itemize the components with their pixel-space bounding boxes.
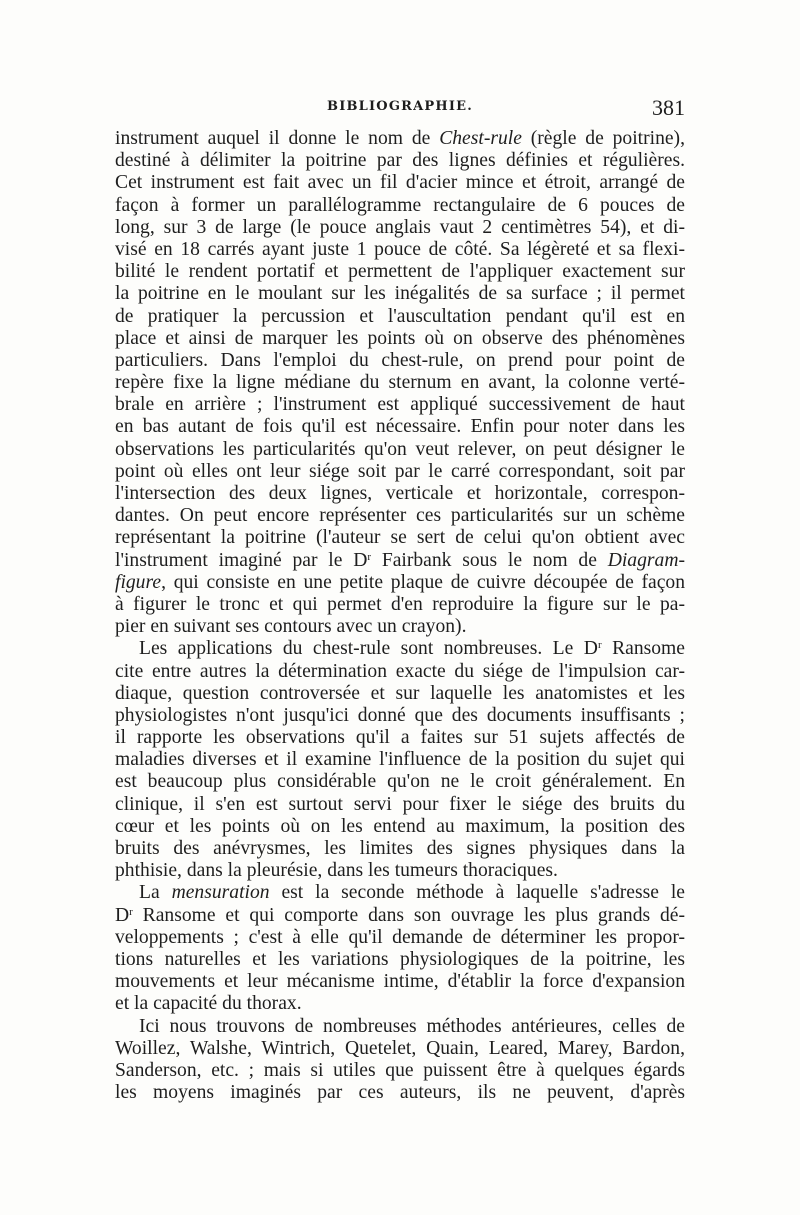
- text-segment: instrument auquel il donne le nom de: [115, 128, 440, 149]
- text-line: [115, 416, 685, 438]
- text-segment: visé en 18 carrés ayant juste 1 pouce de côté. Sa légèreté et sa flexi-: [115, 238, 685, 260]
- text-line: [115, 1060, 685, 1082]
- text-segment: en bas autant de fois qu'il est nécessaire. Enfin pour noter dans les: [115, 416, 685, 438]
- body-text: [115, 128, 685, 1104]
- page-number: 381: [652, 95, 685, 120]
- text-line: [115, 483, 685, 505]
- text-line: [115, 527, 685, 549]
- text-segment: La: [139, 882, 172, 904]
- text-segment: physiologistes n'ont jusqu'ici donné que des documents insuffisants ;: [115, 704, 685, 726]
- text-line: [115, 794, 685, 816]
- text-line: [115, 306, 685, 328]
- text-line: [115, 860, 685, 882]
- text-line: [115, 749, 685, 771]
- text-line: [115, 905, 685, 927]
- text-line: [115, 217, 685, 239]
- text-line: [115, 661, 685, 683]
- text-segment: il rapporte les observations qu'il a faites sur 51 sujets affectés de: [115, 727, 685, 749]
- text-line: [115, 283, 685, 305]
- text-segment: l'intersection des deux lignes, verticale et horizontale, correspon-: [115, 483, 685, 504]
- text-segment: cite entre autres la détermination exacte du siége de l'impulsion car-: [115, 660, 685, 682]
- text-segment: , qui consiste en une petite plaque de cuivre découpée de façon: [161, 571, 685, 593]
- superscript: r: [367, 550, 372, 563]
- text-segment: long, sur 3 de large (le pouce anglais vaut 2 centimètres 54), et di-: [115, 216, 685, 238]
- text-segment: dantes. On peut encore représenter ces particularités sur un schème: [115, 505, 685, 527]
- text-segment: maladies diverses et il examine l'influence de la position du sujet qui: [115, 749, 685, 771]
- text-segment: façon à former un parallélogramme rectangulaire de 6 pouces de: [115, 194, 685, 216]
- text-line: [115, 372, 685, 394]
- text-line: [115, 172, 685, 194]
- text-line: [115, 261, 685, 283]
- text-segment: de pratiquer la percussion et l'auscultation pendant qu'il est en: [115, 305, 685, 327]
- text-segment: Cet instrument est fait avec un fil d'acier mince et étroit, arrangé de: [115, 172, 685, 194]
- text-line: [115, 1038, 685, 1060]
- text-line: [115, 683, 685, 705]
- text-line: [115, 616, 685, 638]
- text-line: [115, 128, 685, 150]
- superscript: r: [129, 905, 133, 918]
- text-line: [115, 439, 685, 461]
- text-segment: diaque, question controversée et sur laquelle les anatomistes et les: [115, 682, 685, 704]
- text-line: [115, 949, 685, 971]
- italic-term: mensuration: [171, 882, 270, 904]
- text-line: [115, 727, 685, 749]
- text-segment: particuliers. Dans l'emploi du chest-rule, on prend pour point de: [115, 349, 685, 371]
- text-segment: veloppements ; c'est à elle qu'il demande de déterminer les propor-: [115, 926, 685, 948]
- text-segment: place et ainsi de marquer les points où on observe des phénomènes: [115, 327, 685, 349]
- text-line: [115, 705, 685, 727]
- text-segment: Les applications du chest-rule sont nombreuses. Le D: [139, 638, 598, 660]
- italic-term: Chest-rule: [439, 128, 522, 149]
- text-segment: à figurer le tronc et qui permet d'en reproduire la figure sur le pa-: [115, 593, 685, 615]
- text-segment: cœur et les points où on les entend au maximum, la position des: [115, 815, 685, 837]
- text-segment: brale en arrière ; l'instrument est appliqué successivement de haut: [115, 394, 685, 416]
- text-line: [115, 838, 685, 860]
- text-line: [115, 328, 685, 350]
- text-segment: repère fixe la ligne médiane du sternum en avant, la colonne verté-: [115, 372, 685, 394]
- text-line: [115, 239, 685, 261]
- text-line: [115, 594, 685, 616]
- text-line: [115, 1016, 685, 1038]
- text-line: [115, 550, 685, 572]
- text-segment: l'instrument imaginé par le D: [115, 549, 368, 571]
- text-segment: clinique, il s'en est surtout servi pour fixer le siége des bruits du: [115, 793, 685, 815]
- text-segment: mouvements et leur mécanisme intime, d'établir la force d'expansion: [115, 971, 685, 993]
- text-line: [115, 505, 685, 527]
- text-segment: pier en suivant ses contours avec un crayon).: [115, 616, 467, 638]
- text-segment: tions naturelles et les variations physiologiques de la poitrine, les: [115, 948, 685, 970]
- italic-term: Diagram-: [607, 549, 685, 571]
- text-line: [115, 771, 685, 793]
- text-segment: destiné à délimiter la poitrine par des lignes définies et régulières.: [115, 150, 685, 172]
- text-segment: est la seconde méthode à laquelle s'adresse le: [269, 882, 685, 904]
- text-segment: est beaucoup plus considérable qu'on ne le croit généralement. En: [115, 771, 685, 793]
- text-segment: Ransome: [601, 638, 685, 660]
- text-segment: observations les particularités qu'on veut relever, on peut désigner le: [115, 438, 685, 460]
- text-segment: les moyens imaginés par ces auteurs, ils ne peuvent, d'après: [115, 1082, 685, 1104]
- text-line: [115, 993, 685, 1015]
- italic-term: figure: [115, 571, 162, 593]
- text-line: [115, 572, 685, 594]
- text-line: [115, 882, 685, 904]
- text-segment: et la capacité du thorax.: [115, 993, 302, 1015]
- text-segment: représentant la poitrine (l'auteur se sert de celui qu'on obtient avec: [115, 527, 685, 549]
- text-segment: bruits des anévrysmes, les limites des signes physiques dans la: [115, 838, 685, 859]
- text-segment: bilité le rendent portatif et permettent de l'appliquer exactement sur: [115, 261, 685, 283]
- text-segment: phthisie, dans la pleurésie, dans les tumeurs thoraciques.: [115, 860, 558, 882]
- text-line: [115, 1082, 685, 1104]
- running-head: [115, 95, 685, 123]
- text-line: [115, 150, 685, 172]
- text-line: [115, 461, 685, 483]
- text-line: [115, 394, 685, 416]
- text-line: [115, 350, 685, 372]
- running-title: BIBLIOGRAPHIE.: [327, 99, 473, 114]
- text-segment: Fairbank sous le nom de: [371, 549, 608, 571]
- text-segment: la poitrine en le moulant sur les inégalités de sa surface ; il permet: [115, 283, 685, 305]
- text-segment: (règle de poitrine),: [521, 128, 685, 149]
- text-segment: Sanderson, etc. ; mais si utiles que puissent être à quelques égards: [115, 1059, 685, 1081]
- text-line: [115, 638, 685, 660]
- text-segment: Ransome et qui comporte dans son ouvrage les plus grands dé-: [132, 904, 685, 926]
- superscript: r: [597, 639, 602, 652]
- text-segment: point où elles ont leur siége soit par le carré correspondant, soit par: [115, 460, 685, 482]
- text-line: [115, 927, 685, 949]
- text-line: [115, 971, 685, 993]
- text-line: [115, 195, 685, 217]
- text-segment: Ici nous trouvons de nombreuses méthodes antérieures, celles de: [139, 1015, 685, 1037]
- text-segment: D: [115, 904, 130, 926]
- text-segment: Woillez, Walshe, Wintrich, Quetelet, Quain, Leared, Marey, Bardon,: [115, 1037, 685, 1059]
- text-line: [115, 816, 685, 838]
